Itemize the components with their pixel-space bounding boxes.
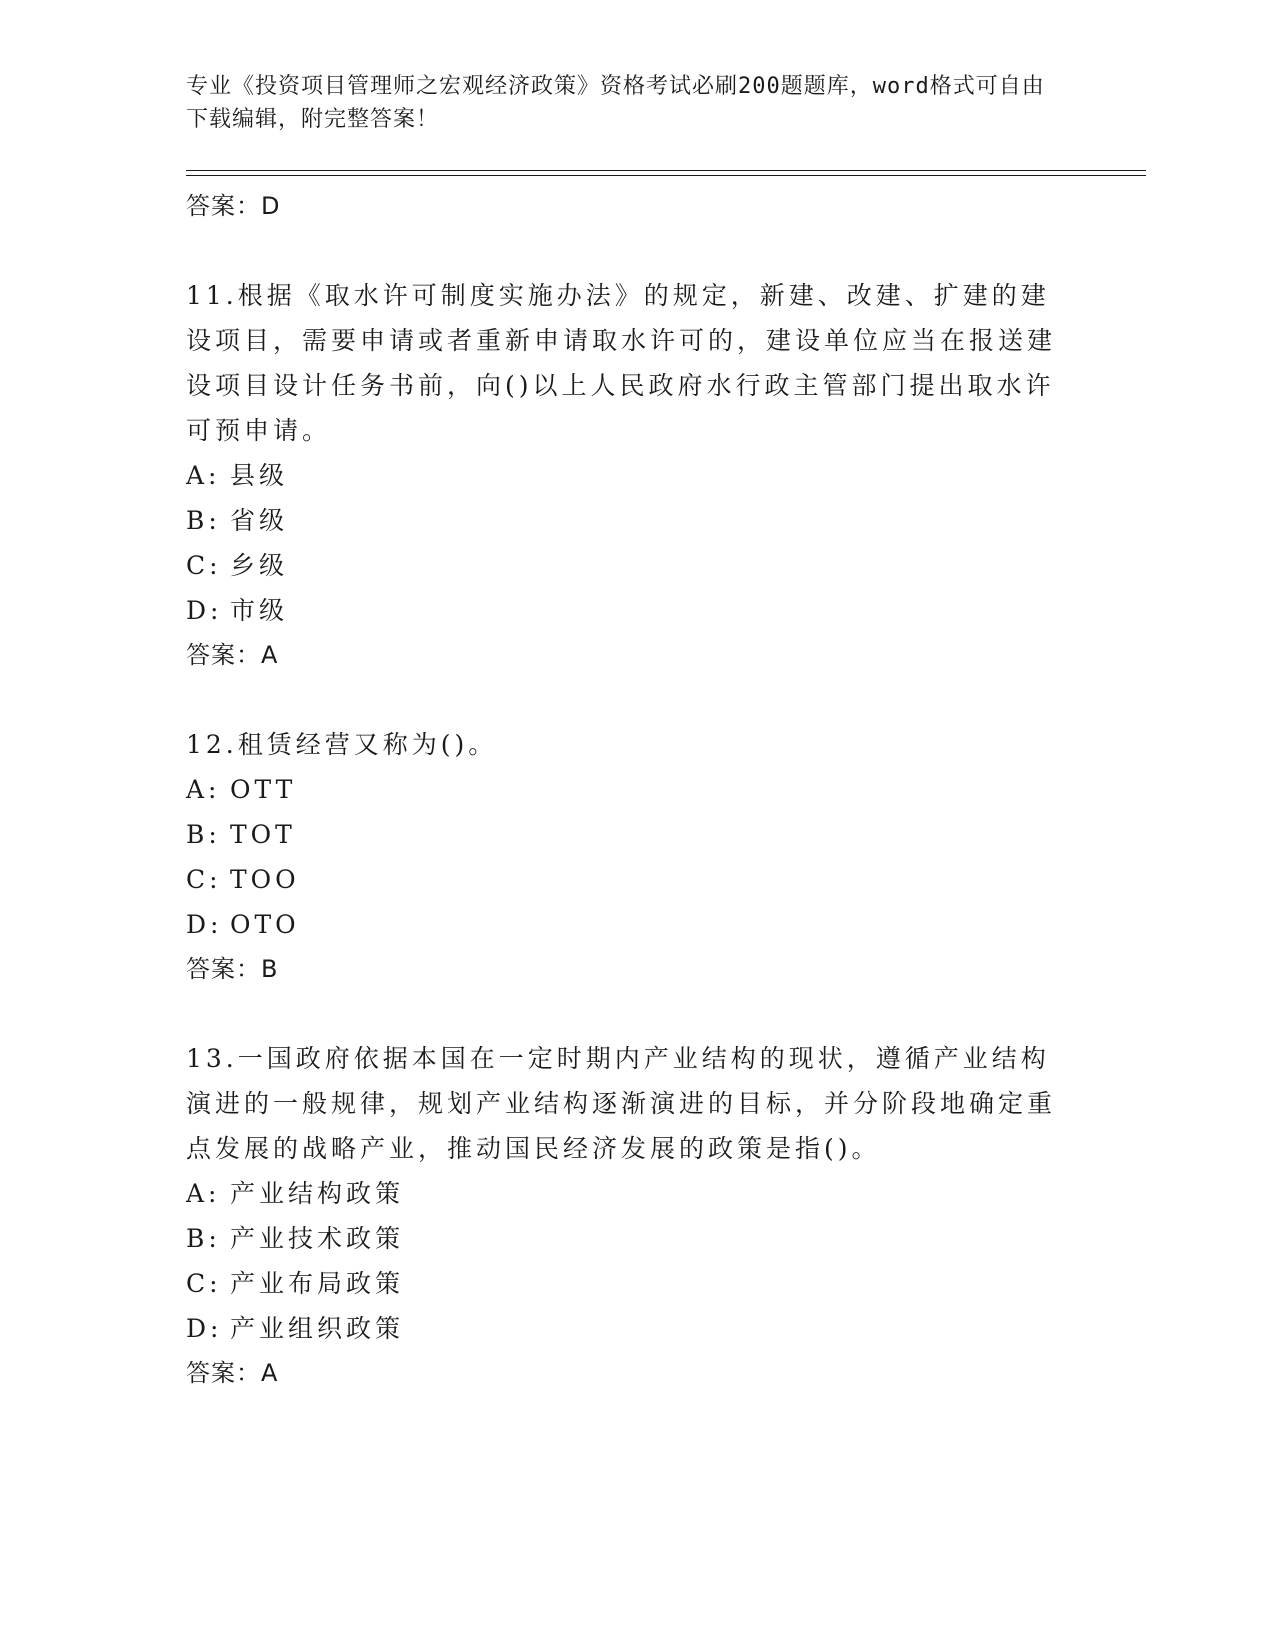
option-a xyxy=(186,453,1146,498)
option-key: B: xyxy=(186,820,221,849)
option-value: TOO xyxy=(230,865,300,894)
option-b xyxy=(186,812,1146,857)
option-d xyxy=(186,1306,1146,1351)
option-b xyxy=(186,1216,1146,1261)
header-divider xyxy=(186,170,1146,176)
option-key: C: xyxy=(186,1269,222,1298)
option-key: D: xyxy=(186,596,223,625)
answer-previous: 答案：D xyxy=(186,192,281,220)
question-12 xyxy=(186,722,1146,992)
option-c xyxy=(186,543,1146,588)
option-value: 市级 xyxy=(230,596,289,625)
option-key: C: xyxy=(186,551,222,580)
answer: 答案：A xyxy=(186,1359,279,1387)
option-d xyxy=(186,902,1146,947)
option-key: A: xyxy=(186,1179,221,1208)
option-key: C: xyxy=(186,865,222,894)
option-value: 产业技术政策 xyxy=(230,1224,405,1253)
option-value: 县级 xyxy=(230,461,289,490)
option-value: 乡级 xyxy=(230,551,289,580)
option-d xyxy=(186,588,1146,633)
option-key: D: xyxy=(186,1314,223,1343)
option-key: D: xyxy=(186,910,223,939)
document-header: 专业《投资项目管理师之宏观经济政策》资格考试必刷200题题库，word格式可自由下载编辑，附完整答案！ xyxy=(186,74,1045,132)
option-c xyxy=(186,1261,1146,1306)
option-value: TOT xyxy=(230,820,296,849)
option-a xyxy=(186,767,1146,812)
option-b xyxy=(186,498,1146,543)
option-key: A: xyxy=(186,775,221,804)
option-c xyxy=(186,857,1146,902)
option-key: B: xyxy=(186,506,221,535)
question-11 xyxy=(186,273,1146,678)
question-13 xyxy=(186,1036,1146,1396)
option-value: OTT xyxy=(230,775,297,804)
option-value: 省级 xyxy=(230,506,289,535)
document-page xyxy=(186,70,1146,1396)
option-value: 产业组织政策 xyxy=(230,1314,405,1343)
question-text: 12.租赁经营又称为()。 xyxy=(186,730,498,759)
question-text: 13.一国政府依据本国在一定时期内产业结构的现状，遵循产业结构演进的一般规律，规划产业结构逐渐演进的目标，并分阶段地确定重点发展的战略产业，推动国民经济发展的政策是指()。 xyxy=(186,1044,1057,1163)
option-a xyxy=(186,1171,1146,1216)
answer: 答案：A xyxy=(186,641,279,669)
question-text: 11.根据《取水许可制度实施办法》的规定，新建、改建、扩建的建设项目，需要申请或者重新申请取水许可的，建设单位应当在报送建设项目设计任务书前，向()以上人民政府水行政主管部门提出取水许可预申请。 xyxy=(186,281,1057,445)
option-value: 产业布局政策 xyxy=(230,1269,405,1298)
option-value: 产业结构政策 xyxy=(230,1179,405,1208)
answer: 答案：B xyxy=(186,955,279,983)
option-key: B: xyxy=(186,1224,221,1253)
option-key: A: xyxy=(186,461,221,490)
option-value: OTO xyxy=(230,910,300,939)
